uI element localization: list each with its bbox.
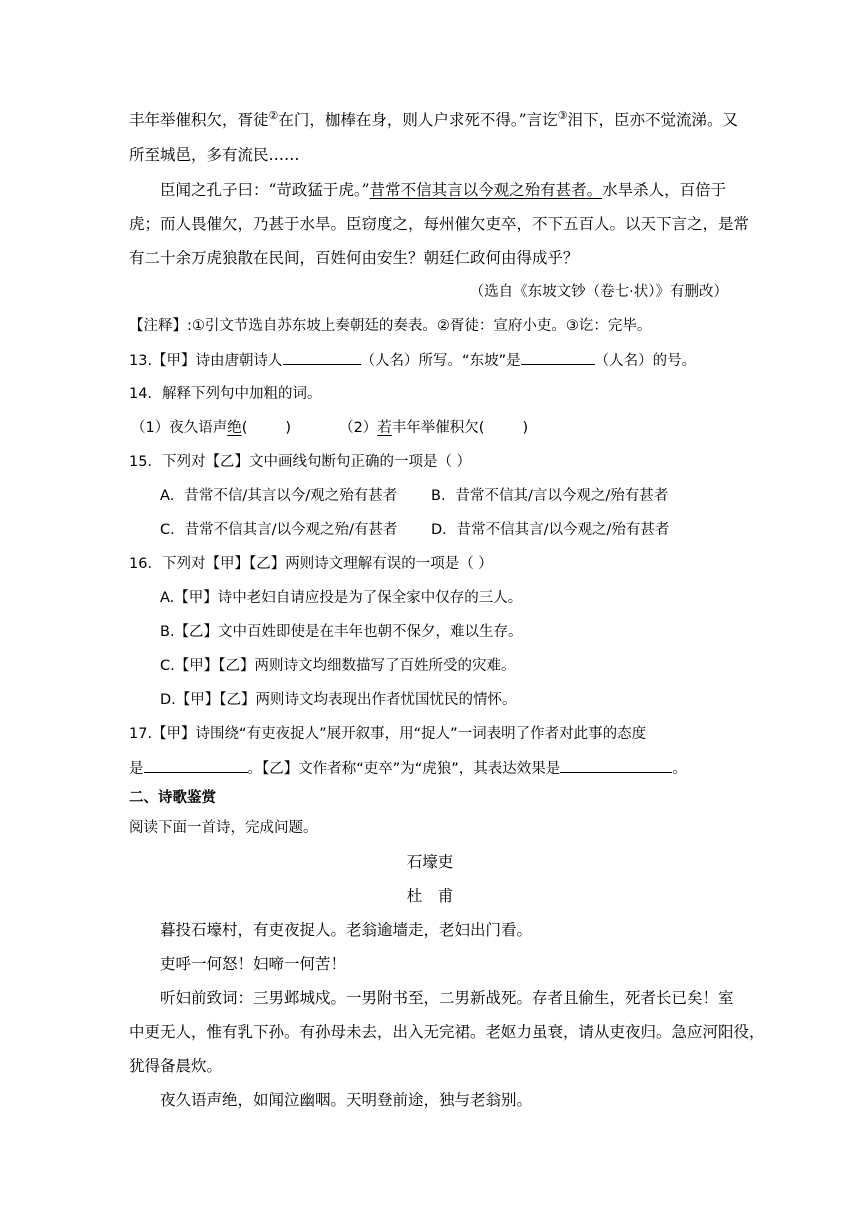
question-text: 丰年举催积欠( [391, 420, 485, 436]
question-15-option-a[interactable]: A．昔常不信/其言以今/观之殆有甚者 [160, 488, 398, 504]
question-text: ( [241, 420, 248, 436]
question-15-option-c[interactable]: C．昔常不信其言/以今观之殆/有甚者 [160, 522, 398, 538]
poem-line-1: 暮投石壕村，有吏夜捉人。老翁逾墙走，老妇出门看。 [160, 921, 533, 939]
question-text: （2） [339, 420, 378, 436]
question-13 [129, 350, 696, 371]
question-text: 13.【甲】诗由唐朝诗人 [129, 353, 283, 369]
answer-blank[interactable] [144, 758, 248, 773]
question-text: ) [522, 420, 529, 436]
question-text: ) [285, 420, 292, 436]
answer-blank[interactable] [521, 350, 595, 365]
question-text: （人名）的号。 [594, 353, 697, 369]
question-16-option-a[interactable]: A.【甲】诗中老妇自请应投是为了保全家中仅存的三人。 [160, 590, 523, 606]
poem-line-4: 中更无人，惟有乳下孙。有孙母未去，出入无完裙。老妪力虽衰，请从吏夜归。急应河阳役， [129, 1023, 765, 1041]
question-17-line-1: 17.【甲】诗围绕“有吏夜捉人”展开叙事，用“捉人”一词表明了作者对此事的态度 [129, 726, 647, 742]
underlined-sentence: 昔常不信其言以今观之殆有甚者。 [369, 181, 603, 199]
question-17-line-2 [129, 758, 687, 779]
question-16-stem: 16．下列对【甲】【乙】两则诗文理解有误的一项是（ ） [129, 556, 493, 572]
footnote-marker: ③ [557, 108, 568, 122]
question-text: （人名）所写。“东坡”是 [360, 353, 521, 369]
question-text: 。 [672, 761, 687, 777]
passage-source: （选自《东坡文钞（卷七·状）》有删改） [469, 284, 728, 300]
question-16-option-c[interactable]: C.【甲】【乙】两则诗文均细数描写了百姓所受的灾难。 [160, 658, 516, 674]
poem-title: 石壕吏 [406, 853, 454, 871]
passage-text: 泪下，臣亦不觉流涕。又 [567, 111, 738, 129]
passage-line-3 [160, 180, 726, 200]
poem-line-2: 吏呼一何怒！妇啼一何苦！ [160, 955, 347, 973]
question-16-option-d[interactable]: D.【甲】【乙】两则诗文均表现出作者忧国忧民的情怀。 [160, 692, 517, 708]
passage-line-4: 虎；而人畏催欠，乃甚于水旱。臣窃度之，每州催欠吏卒，不下五百人。以天下言之，是常 [129, 215, 750, 233]
question-15-option-b[interactable]: B．昔常不信其/言以今观之/殆有甚者 [431, 488, 669, 504]
passage-line-1 [129, 110, 738, 130]
poem-author: 杜 甫 [406, 887, 454, 905]
poem-line-6: 夜久语声绝，如闻泣幽咽。天明登前途，独与老翁别。 [160, 1091, 533, 1109]
passage-text: 臣闻之孔子曰：“苛政猛于虎。” [160, 181, 370, 199]
passage-text: 丰年举催积欠，胥徒 [129, 111, 269, 129]
question-15-option-d[interactable]: D．昔常不信其言/以今观之/殆有甚者 [431, 522, 670, 538]
passage-notes: 【注释】:①引文节选自苏东坡上奏朝廷的奏表。②胥徒：宣府小吏。③讫：完毕。 [129, 318, 652, 334]
question-14-items [131, 418, 528, 438]
answer-blank[interactable] [560, 758, 672, 773]
target-word: 若 [377, 420, 392, 436]
footnote-marker: ② [268, 108, 279, 122]
answer-blank[interactable] [283, 350, 361, 365]
poem-line-5: 犹得备晨炊。 [129, 1057, 223, 1075]
passage-text: 在门，枷棒在身，则人户求死不得。”言讫 [278, 111, 558, 129]
passage-line-2: 所至城邑，多有流民…… [129, 146, 300, 164]
passage-text: 水旱杀人，百倍于 [602, 181, 727, 199]
question-text: 。【乙】文作者称“吏卒”为“虎狼”，其表达效果是 [247, 761, 561, 777]
poem-line-3: 听妇前致词：三男邺城戍。一男附书至，二男新战死。存者且偷生，死者长已矣！室 [160, 989, 734, 1007]
section-heading: 二、诗歌鉴赏 [129, 790, 216, 806]
question-14-stem: 14．解释下列句中加粗的词。 [129, 386, 322, 402]
question-16-option-b[interactable]: B.【乙】文中百姓即使是在丰年也朝不保夕，难以生存。 [160, 624, 523, 640]
target-word: 绝 [227, 420, 242, 436]
question-text: （1）夜久语声 [131, 420, 228, 436]
section-instruction: 阅读下面一首诗，完成问题。 [129, 820, 318, 836]
question-text: 是 [129, 761, 144, 777]
passage-line-5: 有二十余万虎狼散在民间，百姓何由安生？朝廷仁政何由得成乎？ [129, 249, 579, 267]
question-15-stem: 15．下列对【乙】文中画线句断句正确的一项是（ ） [129, 454, 472, 470]
